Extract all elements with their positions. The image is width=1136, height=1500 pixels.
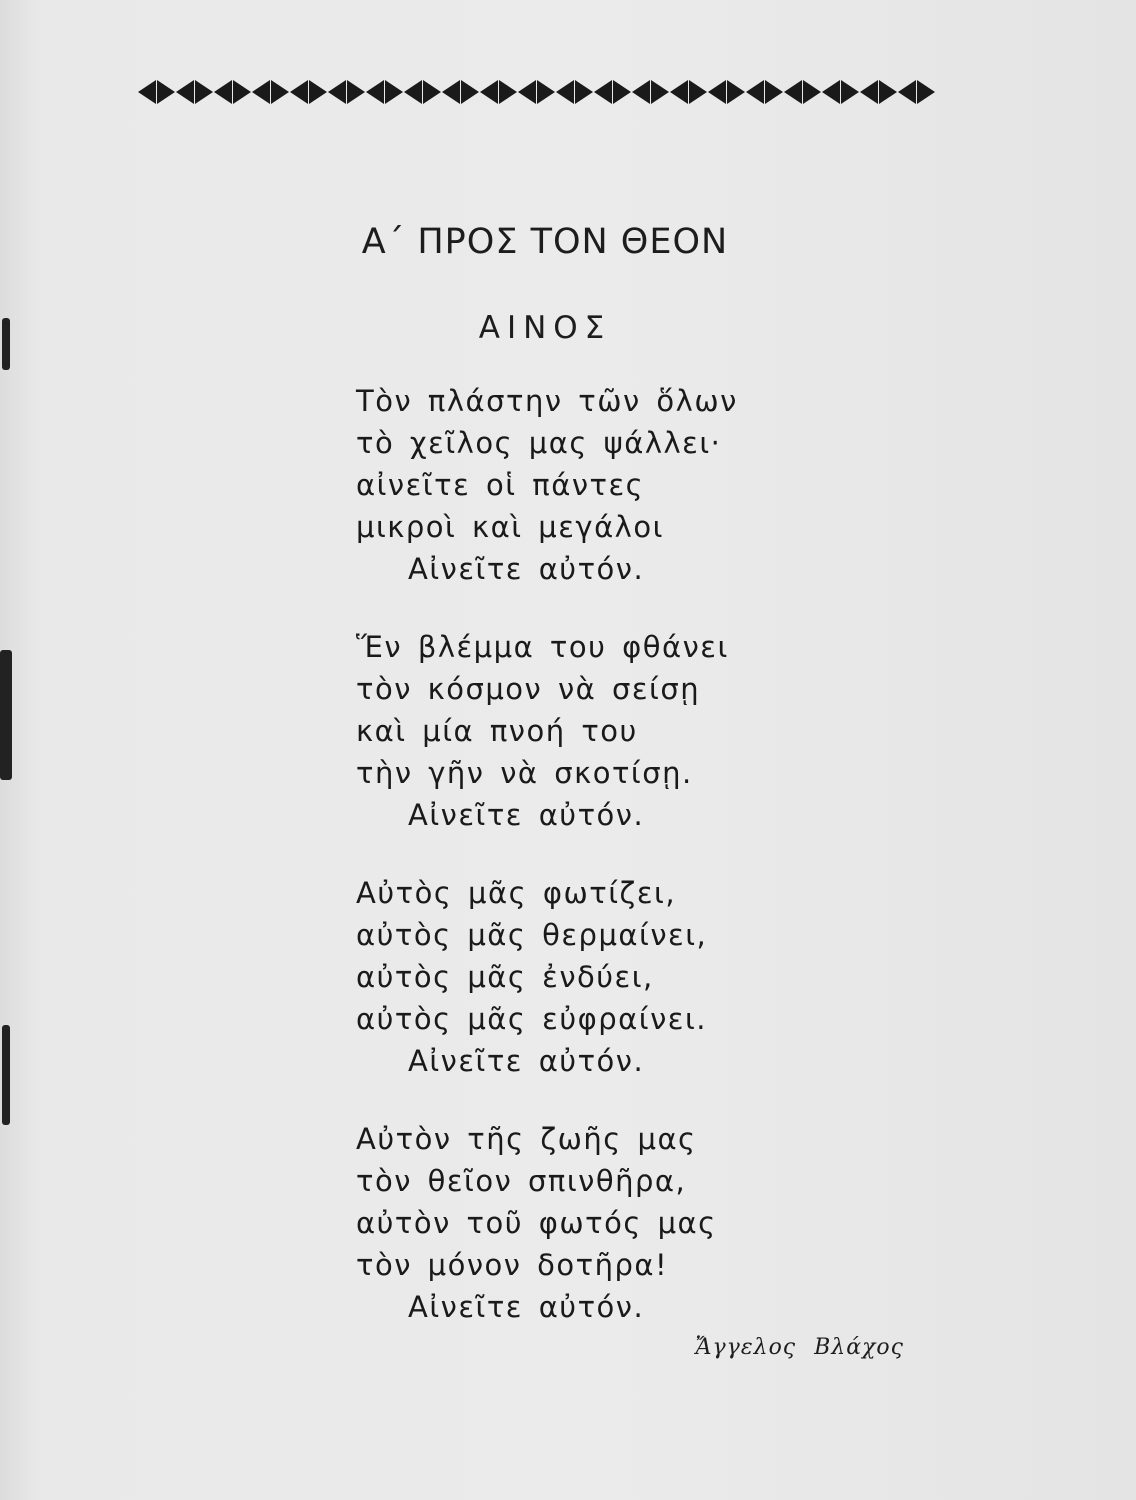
triangle-right-icon: [803, 80, 821, 104]
poem-line: τὸν θεῖον σπινθῆρα,: [356, 1164, 687, 1198]
triangle-left-icon: [366, 80, 384, 104]
triangle-left-icon: [480, 80, 498, 104]
poem-line: αὐτὸς μᾶς θερμαίνει,: [356, 918, 708, 952]
triangle-left-icon: [290, 80, 308, 104]
poem-line: Ἕν βλέμμα του φθάνει: [356, 630, 729, 664]
triangle-right-icon: [461, 80, 479, 104]
poem-refrain: Αἰνεῖτε αὐτόν.: [408, 1290, 645, 1324]
poem-line: τὸ χεῖλος μας ψάλλει·: [356, 426, 722, 460]
poem-line: αὐτὸς μᾶς εὐφραίνει.: [356, 1002, 707, 1036]
poem-line: Αὐτὸς μᾶς φωτίζει,: [356, 876, 677, 910]
poem-line: τὸν κόσμον νὰ σείσῃ: [356, 672, 701, 706]
triangle-right-icon: [613, 80, 631, 104]
binding-thread: [0, 650, 12, 780]
triangle-left-icon: [860, 80, 878, 104]
triangle-right-icon: [347, 80, 365, 104]
triangle-left-icon: [898, 80, 916, 104]
triangle-right-icon: [917, 80, 935, 104]
triangle-left-icon: [328, 80, 346, 104]
triangle-right-icon: [879, 80, 897, 104]
poem-line: Αὐτὸν τῆς ζωῆς μας: [356, 1122, 697, 1156]
triangle-left-icon: [594, 80, 612, 104]
poem-refrain: Αἰνεῖτε αὐτόν.: [408, 798, 645, 832]
poem-line: καὶ μία πνοή του: [356, 714, 638, 748]
triangle-left-icon: [784, 80, 802, 104]
triangle-left-icon: [632, 80, 650, 104]
poem-line: αἰνεῖτε οἱ πάντες: [356, 468, 645, 502]
triangle-border-icon: [138, 74, 938, 110]
triangle-right-icon: [575, 80, 593, 104]
stanza: [356, 1118, 856, 1328]
triangle-left-icon: [822, 80, 840, 104]
triangle-right-icon: [157, 80, 175, 104]
stanza: [356, 380, 856, 590]
poem-line: Τὸν πλάστην τῶν ὅλων: [356, 384, 738, 418]
triangle-right-icon: [651, 80, 669, 104]
poem-title: ΑΙΝΟΣ: [478, 310, 612, 346]
poem-line: τὴν γῆν νὰ σκοτίσῃ.: [356, 756, 693, 790]
triangle-left-icon: [138, 80, 156, 104]
triangle-right-icon: [537, 80, 555, 104]
triangle-right-icon: [423, 80, 441, 104]
triangle-right-icon: [499, 80, 517, 104]
poem-body: [356, 380, 856, 1364]
triangle-right-icon: [195, 80, 213, 104]
poem-line: αὐτὸν τοῦ φωτός μας: [356, 1206, 717, 1240]
triangle-left-icon: [518, 80, 536, 104]
stanza: [356, 872, 856, 1082]
stanza: [356, 626, 856, 836]
triangle-right-icon: [233, 80, 251, 104]
triangle-left-icon: [252, 80, 270, 104]
triangle-right-icon: [271, 80, 289, 104]
triangle-left-icon: [746, 80, 764, 104]
triangle-left-icon: [670, 80, 688, 104]
triangle-right-icon: [727, 80, 745, 104]
poem-line: τὸν μόνον δοτῆρα!: [356, 1248, 669, 1282]
triangle-left-icon: [176, 80, 194, 104]
triangle-left-icon: [404, 80, 422, 104]
triangle-left-icon: [556, 80, 574, 104]
author-signature: Ἄγγελος Βλάχος: [695, 1335, 904, 1360]
triangle-right-icon: [765, 80, 783, 104]
triangle-right-icon: [841, 80, 859, 104]
triangle-right-icon: [689, 80, 707, 104]
triangle-right-icon: [309, 80, 327, 104]
poem-line: μικροὶ καὶ μεγάλοι: [356, 510, 664, 544]
poem-refrain: Αἰνεῖτε αὐτόν.: [408, 552, 645, 586]
poem-refrain: Αἰνεῖτε αὐτόν.: [408, 1044, 645, 1078]
triangle-left-icon: [214, 80, 232, 104]
binding-thread: [2, 1025, 10, 1125]
poem-line: αὐτὸς μᾶς ἐνδύει,: [356, 960, 654, 994]
triangle-left-icon: [708, 80, 726, 104]
page-title: Α΄ ΠΡΟΣ ΤΟΝ ΘΕΟΝ: [361, 222, 729, 262]
triangle-right-icon: [385, 80, 403, 104]
triangle-left-icon: [442, 80, 460, 104]
